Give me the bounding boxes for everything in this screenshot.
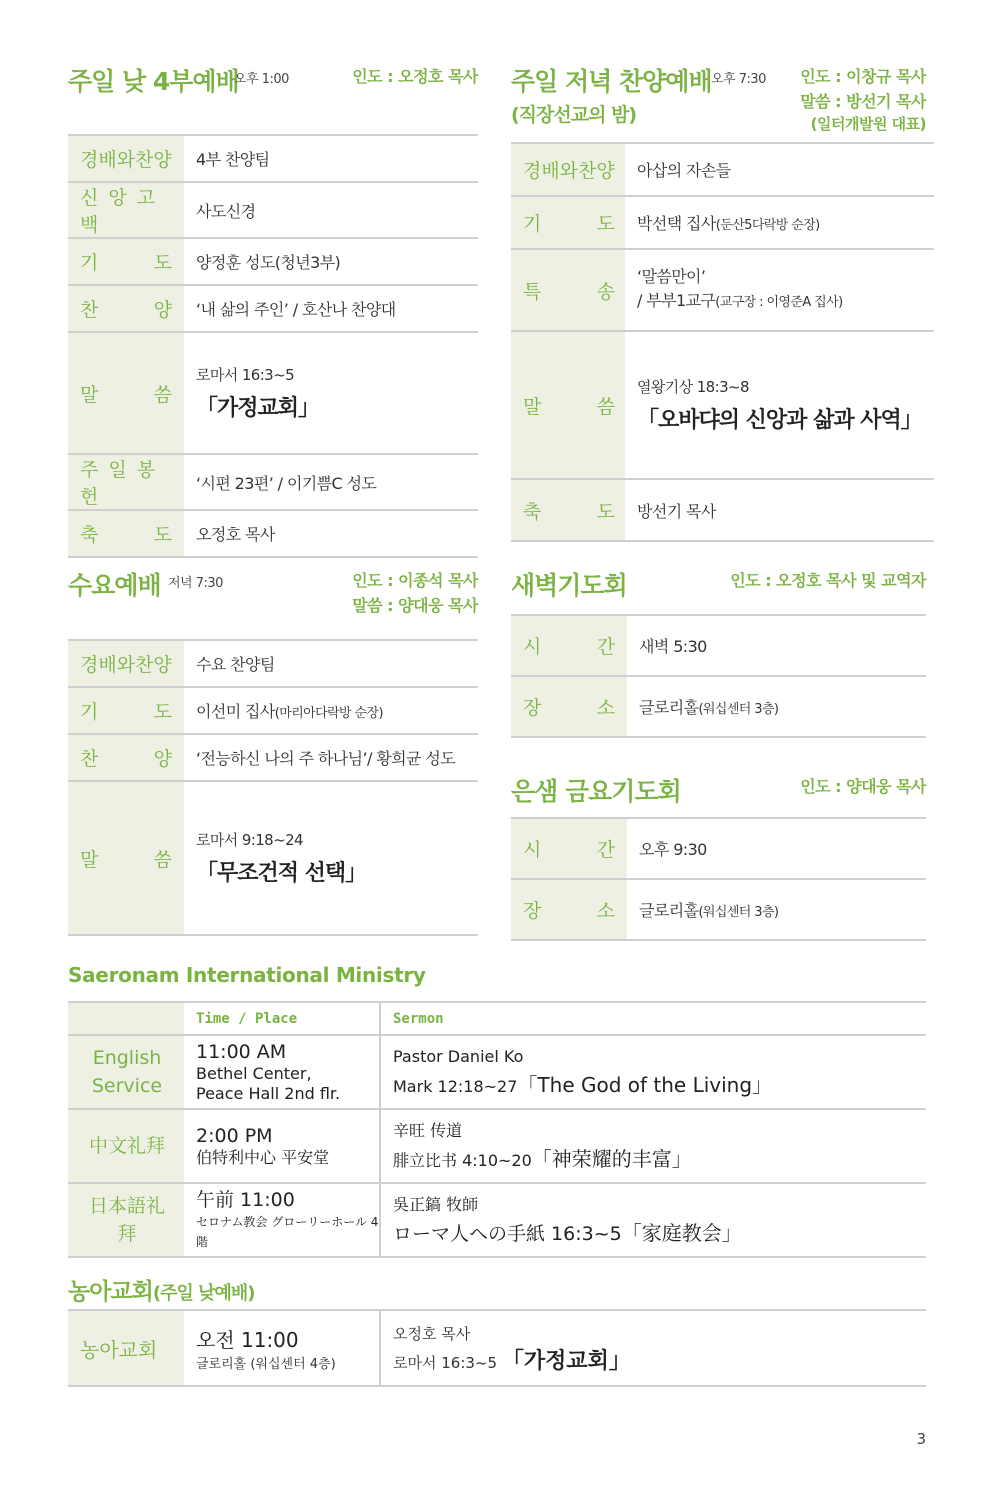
row-value: ‘전능하신 나의 주 하나님’/ 황희균 성도 [184, 734, 478, 781]
sermon-cell: 辛旺 传道 腓立比书 4:10~20「神荣耀的丰富」 [380, 1109, 926, 1183]
row-value: 박선택 집사(둔산5다락방 순장) [625, 196, 934, 249]
scripture-reference: 로마서 16:3~5 [196, 366, 295, 384]
service-leader: 인도 : 오정호 목사 [352, 67, 478, 86]
wednesday-header [68, 566, 478, 626]
deaf-church-table [68, 1309, 926, 1387]
table-row [68, 640, 478, 687]
sermon-cell: 오정호 목사 로마서 16:3~5 「가정교회」 [380, 1310, 926, 1386]
section-title: 주일 낮 4부예배 [68, 67, 239, 96]
sermon-cell [184, 332, 478, 454]
table-row [68, 182, 478, 238]
table-row [68, 734, 478, 781]
sunday-4th-service-header [68, 62, 478, 122]
row-label: 장 소 [511, 879, 627, 940]
table-row [68, 1109, 926, 1183]
table-row [511, 196, 934, 249]
row-value: 글로리홀(워십센터 3층) [627, 676, 926, 737]
row-value: ‘시편 23편’ / 이기쁨C 성도 [184, 454, 478, 510]
row-label: 말 씀 [68, 332, 184, 454]
row-value: 4부 찬양팀 [184, 135, 478, 182]
table-row [511, 879, 926, 940]
row-value: ‘말씀만이’ / 부부1교구(교구장 : 이영준A 집사) [625, 249, 934, 331]
time-place-cell: 2:00 PM 伯特利中心 平安堂 [184, 1109, 380, 1183]
service-leaders: 인도 : 이창규 목사 말씀 : 방선기 목사 (일터개발원 대표) [800, 67, 926, 133]
dawn-prayer-section [511, 566, 926, 741]
row-value: 아삽의 자손들 [625, 143, 934, 196]
service-leaders: 인도 : 이종석 목사 말씀 : 양대웅 목사 [352, 571, 478, 615]
service-leader: 인도 : 오정호 목사 및 교역자 [730, 571, 926, 590]
row-label: 경배와찬양 [511, 143, 625, 196]
row-value: 방선기 목사 [625, 479, 934, 541]
row-label: 시 간 [511, 818, 627, 879]
row-label: 축 도 [68, 510, 184, 557]
table-row [511, 479, 934, 541]
row-value: 이선미 집사(마리아다락방 순장) [184, 687, 478, 734]
row-label: 시 간 [511, 615, 627, 676]
intl-ministry-table [68, 1001, 926, 1258]
row-label: 말 씀 [511, 331, 625, 479]
row-label: 축 도 [511, 479, 625, 541]
table-row [68, 454, 478, 510]
row-value: 새벽 5:30 [627, 615, 926, 676]
row-value: 오후 9:30 [627, 818, 926, 879]
table-row [511, 818, 926, 879]
table-row [68, 1183, 926, 1257]
sunday-evening-schedule-table [511, 142, 934, 542]
row-value: ‘내 삶의 주인’ / 호산나 찬양대 [184, 285, 478, 332]
service-label: 中文礼拜 [68, 1109, 184, 1183]
table-row [68, 332, 478, 454]
row-label: 찬 양 [68, 285, 184, 332]
scripture-reference: 로마서 9:18~24 [196, 831, 303, 849]
row-label: 신 앙 고 백 [68, 182, 184, 238]
intl-ministry-title: Saeronam International Ministry [68, 963, 426, 987]
section-title: 새벽기도회 [511, 571, 627, 600]
service-time: 저녁 7:30 [168, 576, 223, 591]
header-time-place: Time / Place [184, 1002, 380, 1035]
table-row [68, 238, 478, 285]
table-row [68, 1035, 926, 1109]
sunday-4th-service-section [68, 62, 478, 546]
table-row [68, 1310, 926, 1386]
table-row [511, 615, 926, 676]
table-row [511, 331, 934, 479]
row-label: 기 도 [68, 687, 184, 734]
friday-prayer-table [511, 817, 926, 941]
service-time: 오후 7:30 [711, 72, 766, 87]
table-row [68, 781, 478, 935]
sermon-title: 「가정교회」 [196, 396, 320, 421]
wednesday-section [68, 566, 478, 941]
service-label: English Service [68, 1035, 184, 1109]
scripture-reference: 열왕기상 18:3~8 [637, 378, 749, 396]
table-row [68, 135, 478, 182]
row-label: 특 송 [511, 249, 625, 331]
table-header-row [68, 1002, 926, 1035]
row-value: 양정훈 성도(청년3부) [184, 238, 478, 285]
row-value: 글로리홀(워십센터 3층) [627, 879, 926, 940]
deaf-church-title: 농아교회(주일 낮예배) [68, 1279, 255, 1305]
table-row [68, 285, 478, 332]
sermon-cell [184, 781, 478, 935]
service-leader: 인도 : 양대웅 목사 [800, 777, 926, 796]
table-row [68, 687, 478, 734]
row-label: 찬 양 [68, 734, 184, 781]
service-label: 日本語礼拜 [68, 1183, 184, 1257]
header-blank [68, 1002, 184, 1035]
section-title: 주일 저녁 찬양예배 (직장선교의 밤) [511, 67, 712, 126]
page-number: 3 [916, 1430, 926, 1448]
row-label: 장 소 [511, 676, 627, 737]
section-title: 은샘 금요기도회 [511, 777, 681, 806]
sunday-4th-schedule-table [68, 134, 478, 558]
sermon-title: 「무조건적 선택」 [196, 861, 367, 886]
sermon-cell: 吳正鎬 牧師 ローマ人への手紙 16:3~5「家庭教会」 [380, 1183, 926, 1257]
friday-prayer-section [511, 772, 926, 942]
time-place-cell: 11:00 AM Bethel Center, Peace Hall 2nd flr. [184, 1035, 380, 1109]
row-label: 말 씀 [68, 781, 184, 935]
row-label: 기 도 [511, 196, 625, 249]
header-sermon: Sermon [380, 1002, 926, 1035]
time-place-cell: 오전 11:00 글로리홀 (워십센터 4층) [184, 1310, 380, 1386]
row-value: 수요 찬양팀 [184, 640, 478, 687]
row-label: 경배와찬양 [68, 640, 184, 687]
dawn-prayer-table [511, 614, 926, 738]
sermon-cell: Pastor Daniel Ko Mark 12:18~27「The God of the Living」 [380, 1035, 926, 1109]
section-subtitle: (직장선교의 밤) [511, 104, 637, 126]
row-value: 오정호 목사 [184, 510, 478, 557]
section-title: 수요예배 [68, 571, 161, 600]
table-row [511, 143, 934, 196]
sermon-cell [625, 331, 934, 479]
row-label: 주 일 봉 헌 [68, 454, 184, 510]
time-place-cell: 午前 11:00 セロナム教会 グローリーホール 4階 [184, 1183, 380, 1257]
wednesday-schedule-table [68, 639, 478, 936]
sermon-title: 「오바댜의 신앙과 삶과 사역」 [637, 408, 922, 433]
row-label: 기 도 [68, 238, 184, 285]
service-time: 오후 1:00 [234, 72, 289, 87]
sunday-evening-header [511, 62, 926, 133]
service-label: 농아교회 [68, 1310, 184, 1386]
row-label: 경배와찬양 [68, 135, 184, 182]
table-row [511, 676, 926, 737]
table-row [511, 249, 934, 331]
sunday-evening-section [511, 62, 926, 542]
row-value: 사도신경 [184, 182, 478, 238]
table-row [68, 510, 478, 557]
